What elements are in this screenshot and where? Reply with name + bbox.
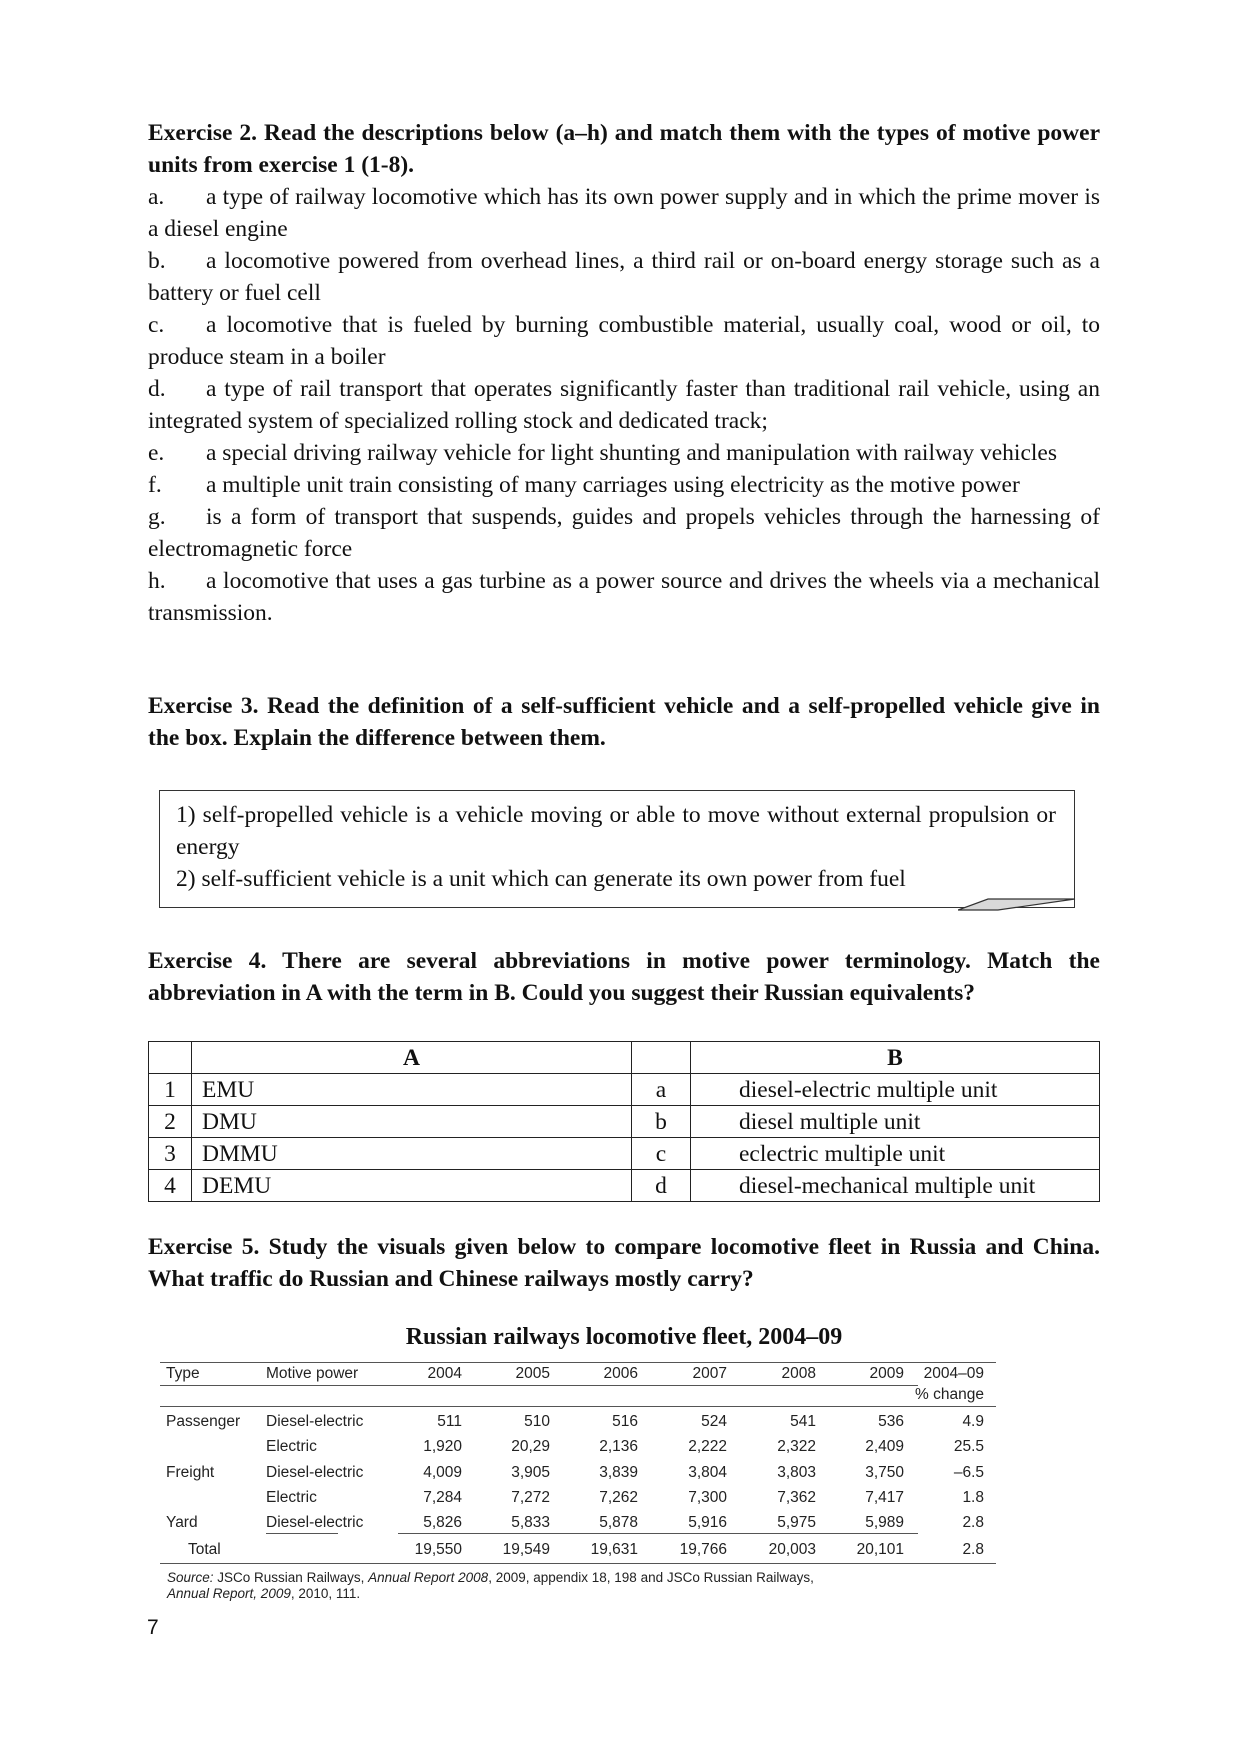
row-value: 524 [701,1413,727,1430]
item-text: is a form of transport that suspends, guides and propels vehicles through the harnessing of electromagnetic force [148,504,1100,562]
header-bottom-rule [160,1406,996,1407]
row-value: 5,833 [511,1514,550,1531]
exercise-2-item-h [148,565,1100,629]
fleet-row [160,1411,1000,1433]
row-value: 2,409 [865,1438,904,1455]
row-value: 3,750 [865,1464,904,1481]
fleet-row [160,1462,1000,1484]
fleet-row [160,1487,1000,1509]
row-value: 3,803 [777,1464,816,1481]
row-value: 536 [878,1413,904,1430]
fleet-row [160,1512,1000,1534]
header-year: 2008 [781,1365,816,1382]
row-change: 2.8 [962,1514,984,1531]
full-term: diesel-mechanical multiple unit [691,1170,1100,1202]
exercise-3-heading: Exercise 3. Read the definition of a self-sufficient vehicle and a self-propelled vehicle give in the box. Explain the difference between them. [148,693,1100,751]
row-letter: a [632,1074,691,1106]
header-year: 2004 [427,1365,462,1382]
table-header-row [149,1042,1100,1074]
definition-line-1: 1) self-propelled vehicle is a vehicle moving or able to move without external propulsion or energy [176,802,1056,860]
fleet-row [160,1436,1000,1458]
total-label: Total [188,1541,221,1558]
exercise-2-item-b [148,245,1100,309]
row-motive-power: Electric [266,1489,317,1506]
full-term: diesel multiple unit [691,1106,1100,1138]
row-number: 3 [149,1138,192,1170]
exercise-2-item-c [148,309,1100,373]
item-text: a locomotive that is fueled by burning combustible material, usually coal, wood or oil, to produce steam in a boiler [148,312,1100,370]
item-label: e. [148,440,165,466]
row-value: 2,136 [599,1438,638,1455]
row-value: 3,905 [511,1464,550,1481]
row-value: 5,989 [865,1514,904,1531]
row-value: 510 [524,1413,550,1430]
item-label: f. [148,472,162,498]
header-year: 2006 [603,1365,638,1382]
definition-line-2: 2) self-sufficient vehicle is a unit which can generate its own power from fuel [176,866,906,892]
row-value: 3,804 [688,1464,727,1481]
row-value: 5,878 [599,1514,638,1531]
row-value: 2,322 [777,1438,816,1455]
item-label: g. [148,504,166,530]
row-change: 1.8 [962,1489,984,1506]
abbreviation: EMU [192,1074,632,1106]
full-term: eclectric multiple unit [691,1138,1100,1170]
source-prefix: Source: [167,1570,214,1585]
row-value: 4,009 [423,1464,462,1481]
row-change: –6.5 [953,1464,984,1481]
row-value: 7,300 [688,1489,727,1506]
source-text: JSCo Russian Railways, [213,1570,369,1585]
table-row [149,1138,1100,1170]
total-value: 19,631 [590,1541,638,1558]
exercise-2-item-e [148,437,1100,469]
row-motive-power: Diesel-electric [266,1514,364,1531]
column-a-header: A [192,1042,632,1074]
item-text: a special driving railway vehicle for light shunting and manipulation with railway vehicles [206,440,1057,466]
row-motive-power: Diesel-electric [266,1413,364,1430]
row-change: 25.5 [953,1438,984,1455]
row-letter: b [632,1106,691,1138]
row-value: 7,262 [599,1489,638,1506]
row-value: 511 [437,1413,462,1430]
exercise-5-heading: Exercise 5. Study the visuals given below to compare locomotive fleet in Russia and China. What traffic do Russian and Chinese railways mostly carry? [148,1234,1100,1292]
item-label: a. [148,184,165,210]
total-value: 19,766 [679,1541,727,1558]
total-value: 19,550 [414,1541,462,1558]
fleet-table-title: Russian railways locomotive fleet, 2004–09 [405,1324,843,1350]
header-year: 2005 [515,1365,550,1382]
row-change: 4.9 [962,1413,984,1430]
row-value: 2,222 [688,1438,727,1455]
row-letter: c [632,1138,691,1170]
row-type: Passenger [166,1413,241,1430]
row-letter: d [632,1170,691,1202]
abbreviation: DMU [192,1106,632,1138]
item-text: a type of rail transport that operates significantly faster than traditional rail vehicle, using an integrated system of specialized rolling stock and dedicated track; [148,376,1100,434]
fleet-header-row [160,1363,1000,1385]
row-value: 3,839 [599,1464,638,1481]
row-value: 516 [612,1413,638,1430]
row-value: 5,916 [688,1514,727,1531]
exercise-4-heading: Exercise 4. There are several abbreviations in motive power terminology. Match the abbreviation in A with the term in B. Could you suggest their Russian equivalents? [148,948,1100,1006]
page-curl-decoration [958,896,1076,912]
row-type: Yard [166,1514,198,1531]
source-report-title: Annual Report 2008 [368,1570,489,1585]
row-value: 5,975 [777,1514,816,1531]
row-value: 7,417 [865,1489,904,1506]
total-value: 20,101 [856,1541,904,1558]
item-label: c. [148,312,165,338]
full-term: diesel-electric multiple unit [691,1074,1100,1106]
item-label: d. [148,376,166,402]
header-change-unit: % change [915,1386,984,1403]
definition-box-text [176,799,1056,895]
abbreviation: DEMU [192,1170,632,1202]
total-value: 20,003 [768,1541,816,1558]
fleet-total-row [160,1539,1000,1561]
item-text: a locomotive that uses a gas turbine as a power source and drives the wheels via a mechanical transmission. [148,568,1100,626]
row-value: 7,272 [511,1489,550,1506]
row-value: 7,362 [777,1489,816,1506]
column-b-header: B [691,1042,1100,1074]
table-row [149,1106,1100,1138]
exercise-2-item-a [148,181,1100,245]
header-year: 2007 [692,1365,727,1382]
subtotal-rule [398,1533,918,1534]
definition-box [159,790,1075,908]
item-label: b. [148,248,166,274]
abbreviation: DMMU [192,1138,632,1170]
row-value: 541 [790,1413,816,1430]
fleet-header-sub-row [160,1384,1000,1406]
total-change: 2.8 [962,1541,984,1558]
header-year: 2009 [869,1365,904,1382]
source-text: , 2009, appendix 18, 198 and JSCo Russian Railways, [488,1570,814,1585]
fleet-table-source [167,1570,1007,1602]
table-row [149,1170,1100,1202]
row-number: 2 [149,1106,192,1138]
item-text: a locomotive powered from overhead lines, a third rail or on-board energy storage such as a battery or fuel cell [148,248,1100,306]
total-value: 19,549 [502,1541,550,1558]
row-value: 1,920 [423,1438,462,1455]
row-motive-power: Diesel-electric [266,1464,364,1481]
subtotal-rule [266,1533,338,1534]
header-blank-cell [632,1042,691,1074]
item-text: a type of railway locomotive which has its own power supply and in which the prime mover is a diesel engine [148,184,1100,242]
abbreviation-table [148,1041,1100,1202]
source-text: , 2010, 111. [290,1586,361,1601]
exercise-2-item-d [148,373,1100,437]
exercise-2-list [148,181,1100,629]
header-motive-power: Motive power [266,1365,359,1382]
exercise-2-item-f [148,469,1100,501]
exercise-2-item-g [148,501,1100,565]
row-value: 20,29 [511,1438,550,1455]
row-type: Freight [166,1464,215,1481]
item-text: a multiple unit train consisting of many carriages using electricity as the motive power [206,472,1020,498]
row-number: 4 [149,1170,192,1202]
row-number: 1 [149,1074,192,1106]
row-motive-power: Electric [266,1438,317,1455]
table-row [149,1074,1100,1106]
row-value: 5,826 [423,1514,462,1531]
header-blank-cell [149,1042,192,1074]
exercise-2-heading: Exercise 2. Read the descriptions below (a–h) and match them with the types of motive power units from exercise 1 (1-8). [148,120,1100,178]
table-bottom-rule [160,1563,996,1564]
row-value: 7,284 [423,1489,462,1506]
page-number: 7 [147,1616,159,1639]
source-report-title: Annual Report, 2009 [167,1586,291,1601]
header-type: Type [166,1365,200,1382]
header-change: 2004–09 [923,1365,984,1382]
item-label: h. [148,568,166,594]
